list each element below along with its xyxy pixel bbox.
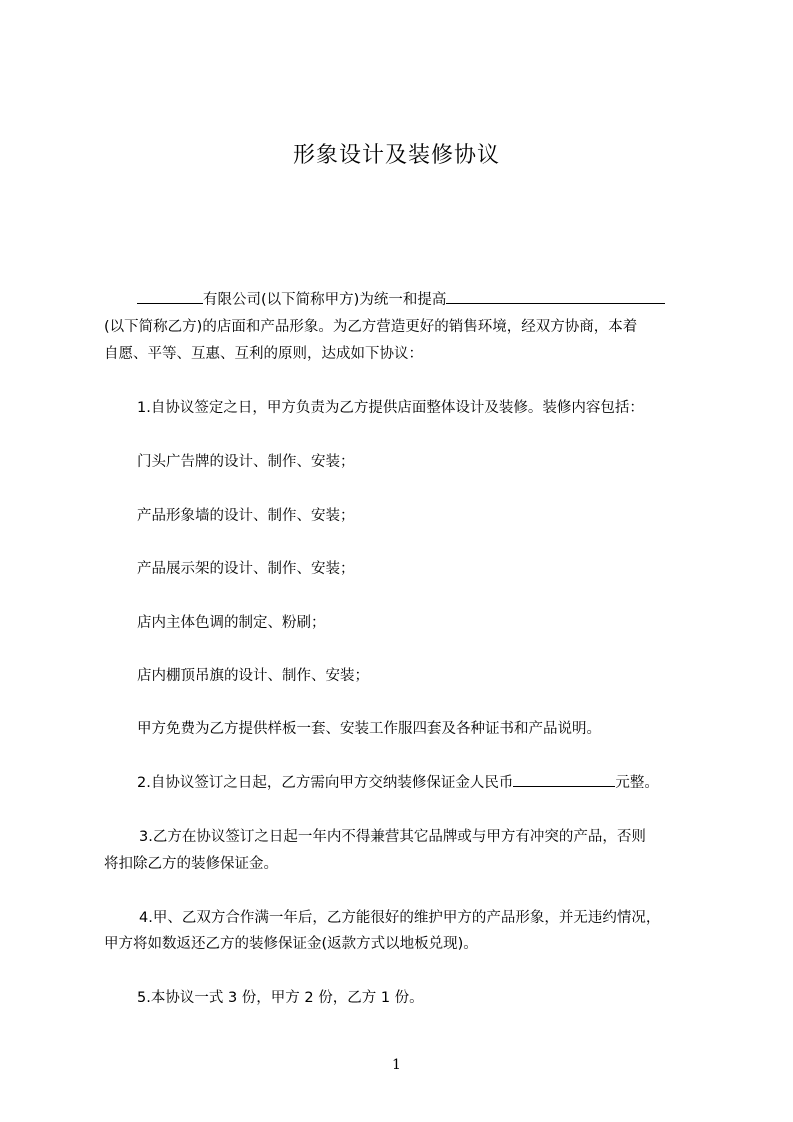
clause-1-item: 门头广告牌的设计、制作、安装；: [137, 454, 355, 470]
clause-1-item: 店内棚顶吊旗的设计、制作、安装；: [137, 668, 369, 684]
clause-2-suffix: 元整。: [615, 775, 659, 791]
clause-1: 1.自协议签定之日，甲方负责为乙方提供店面整体设计及装修。装修内容包括：: [137, 400, 644, 416]
clause-1-item: 产品形象墙的设计、制作、安装；: [137, 508, 355, 524]
clause-5: 5.本协议一式 3 份，甲方 2 份，乙方 1 份。: [137, 990, 424, 1006]
clause-3-line-2: 将扣除乙方的装修保证金。: [104, 856, 278, 872]
clause-2: [137, 772, 659, 794]
intro-line-1: [137, 289, 665, 311]
deposit-amount-blank: [513, 772, 615, 787]
intro-line-3: 自愿、平等、互惠、互利的原则，达成如下协议：: [104, 346, 423, 362]
intro-line-1-text: 有限公司(以下简称甲方)为统一和提高: [203, 292, 447, 308]
document-title: 形象设计及装修协议: [292, 143, 500, 168]
clause-1-item: 店内主体色调的制定、粉刷；: [137, 615, 326, 631]
clause-2-text: 2.自协议签订之日起，乙方需向甲方交纳装修保证金人民币: [137, 775, 514, 791]
clause-3-line-1: 3.乙方在协议签订之日起一年内不得兼营其它品牌或与甲方有冲突的产品，否则: [139, 829, 646, 845]
clause-1-item: 产品展示架的设计、制作、安装；: [137, 561, 355, 577]
company-name-blank: [137, 289, 203, 304]
party-b-name-blank: [446, 289, 665, 304]
clause-4-line-2: 甲方将如数返还乙方的装修保证金(返款方式以地板兑现)。: [104, 936, 478, 952]
page-number: 1: [392, 1057, 401, 1073]
clause-4-line-1: 4.甲、乙双方合作满一年后，乙方能很好的维护甲方的产品形象，并无违约情况，: [139, 910, 661, 926]
intro-line-2: (以下简称乙方)的店面和产品形象。为乙方营造更好的销售环境，经双方协商，本着: [104, 319, 638, 335]
clause-1-item: 甲方免费为乙方提供样板一套、安装工作服四套及各种证书和产品说明。: [137, 721, 601, 737]
